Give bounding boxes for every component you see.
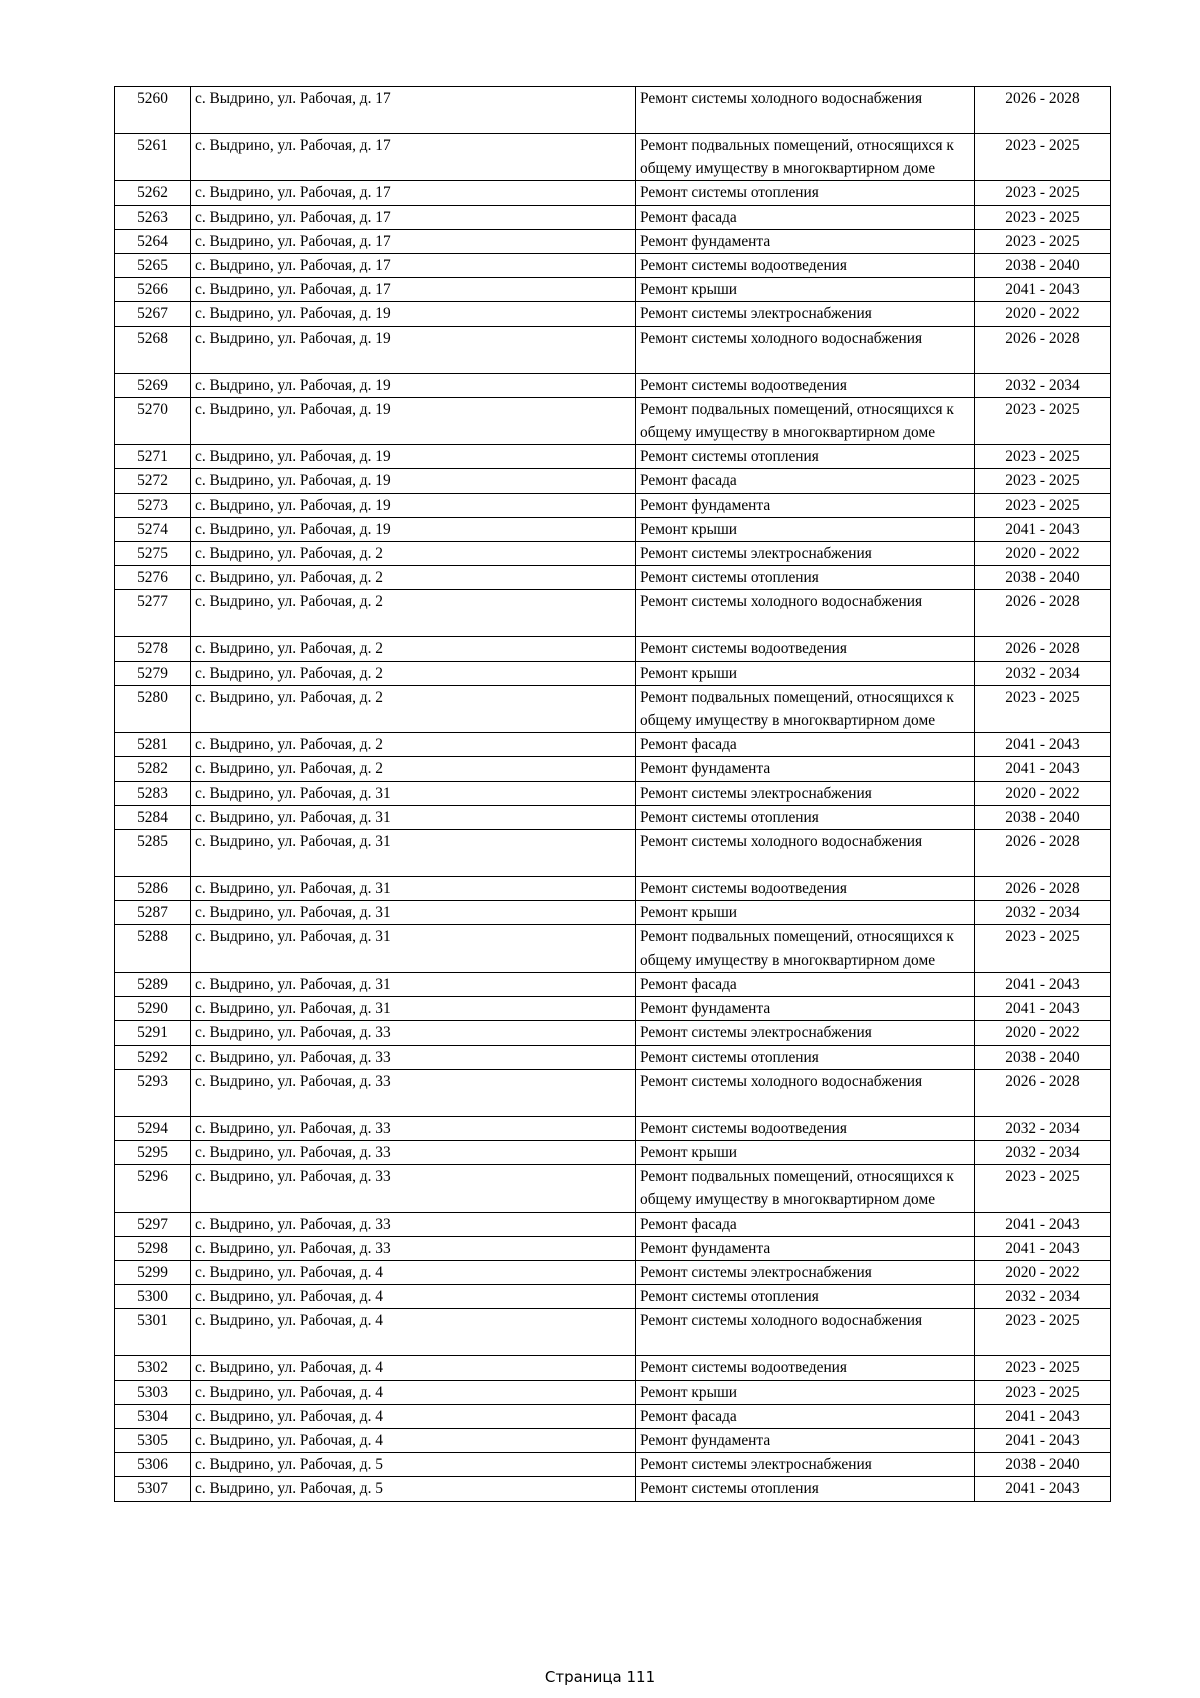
row-work-type: Ремонт подвальных помещений, относящихся к общему имуществу в многоквартирном доме — [636, 134, 975, 181]
table-row — [115, 1428, 1111, 1452]
row-work-type: Ремонт подвальных помещений, относящихся к общему имуществу в многоквартирном доме — [636, 685, 975, 732]
row-address: с. Выдрино, ул. Рабочая, д. 33 — [191, 1212, 636, 1236]
row-period: 2023 - 2025 — [975, 1309, 1111, 1356]
row-work-type: Ремонт системы отопления — [636, 181, 975, 205]
register-table — [114, 86, 1111, 1502]
row-period: 2038 - 2040 — [975, 566, 1111, 590]
table-row — [115, 972, 1111, 996]
row-period: 2032 - 2034 — [975, 373, 1111, 397]
row-address: с. Выдрино, ул. Рабочая, д. 31 — [191, 781, 636, 805]
table-row — [115, 87, 1111, 134]
row-address: с. Выдрино, ул. Рабочая, д. 2 — [191, 661, 636, 685]
row-work-type: Ремонт системы отопления — [636, 1045, 975, 1069]
row-number: 5282 — [115, 757, 191, 781]
table-row — [115, 566, 1111, 590]
table-row — [115, 877, 1111, 901]
row-period: 2041 - 2043 — [975, 997, 1111, 1021]
table-row — [115, 1477, 1111, 1501]
table-row — [115, 181, 1111, 205]
row-address: с. Выдрино, ул. Рабочая, д. 4 — [191, 1428, 636, 1452]
table-row — [115, 1116, 1111, 1140]
row-work-type: Ремонт фасада — [636, 205, 975, 229]
table-row — [115, 517, 1111, 541]
row-address: с. Выдрино, ул. Рабочая, д. 17 — [191, 87, 636, 134]
row-period: 2023 - 2025 — [975, 397, 1111, 444]
table-row — [115, 1212, 1111, 1236]
register-table-body — [115, 87, 1111, 1502]
table-row — [115, 1069, 1111, 1116]
row-period: 2023 - 2025 — [975, 469, 1111, 493]
row-work-type: Ремонт фасада — [636, 733, 975, 757]
row-period: 2023 - 2025 — [975, 134, 1111, 181]
row-work-type: Ремонт крыши — [636, 901, 975, 925]
row-address: с. Выдрино, ул. Рабочая, д. 19 — [191, 517, 636, 541]
row-work-type: Ремонт крыши — [636, 1140, 975, 1164]
row-address: с. Выдрино, ул. Рабочая, д. 31 — [191, 972, 636, 996]
table-row — [115, 925, 1111, 972]
row-address: с. Выдрино, ул. Рабочая, д. 33 — [191, 1165, 636, 1212]
row-work-type: Ремонт системы отопления — [636, 1285, 975, 1309]
row-address: с. Выдрино, ул. Рабочая, д. 31 — [191, 805, 636, 829]
row-period: 2026 - 2028 — [975, 877, 1111, 901]
row-work-type: Ремонт подвальных помещений, относящихся к общему имуществу в многоквартирном доме — [636, 1165, 975, 1212]
row-work-type: Ремонт фундамента — [636, 229, 975, 253]
row-number: 5288 — [115, 925, 191, 972]
table-row — [115, 205, 1111, 229]
row-work-type: Ремонт фасада — [636, 469, 975, 493]
row-work-type: Ремонт системы холодного водоснабжения — [636, 830, 975, 877]
row-work-type: Ремонт системы водоотведения — [636, 637, 975, 661]
row-period: 2032 - 2034 — [975, 661, 1111, 685]
row-period: 2020 - 2022 — [975, 1021, 1111, 1045]
row-number: 5284 — [115, 805, 191, 829]
row-number: 5299 — [115, 1260, 191, 1284]
row-period: 2041 - 2043 — [975, 1212, 1111, 1236]
table-row — [115, 134, 1111, 181]
table-row — [115, 542, 1111, 566]
row-address: с. Выдрино, ул. Рабочая, д. 33 — [191, 1140, 636, 1164]
row-period: 2026 - 2028 — [975, 830, 1111, 877]
row-number: 5305 — [115, 1428, 191, 1452]
row-number: 5278 — [115, 637, 191, 661]
row-period: 2041 - 2043 — [975, 972, 1111, 996]
table-row — [115, 1045, 1111, 1069]
row-address: с. Выдрино, ул. Рабочая, д. 31 — [191, 877, 636, 901]
row-address: с. Выдрино, ул. Рабочая, д. 17 — [191, 205, 636, 229]
row-work-type: Ремонт фундамента — [636, 997, 975, 1021]
row-number: 5295 — [115, 1140, 191, 1164]
row-address: с. Выдрино, ул. Рабочая, д. 4 — [191, 1260, 636, 1284]
row-work-type: Ремонт системы холодного водоснабжения — [636, 326, 975, 373]
row-period: 2023 - 2025 — [975, 181, 1111, 205]
row-period: 2020 - 2022 — [975, 302, 1111, 326]
table-row — [115, 445, 1111, 469]
row-address: с. Выдрино, ул. Рабочая, д. 17 — [191, 229, 636, 253]
row-work-type: Ремонт системы отопления — [636, 445, 975, 469]
table-row — [115, 637, 1111, 661]
row-address: с. Выдрино, ул. Рабочая, д. 19 — [191, 445, 636, 469]
row-number: 5285 — [115, 830, 191, 877]
row-period: 2020 - 2022 — [975, 1260, 1111, 1284]
row-period: 2023 - 2025 — [975, 1165, 1111, 1212]
row-number: 5283 — [115, 781, 191, 805]
row-work-type: Ремонт системы водоотведения — [636, 877, 975, 901]
row-address: с. Выдрино, ул. Рабочая, д. 31 — [191, 830, 636, 877]
row-number: 5306 — [115, 1453, 191, 1477]
row-number: 5303 — [115, 1380, 191, 1404]
table-row — [115, 733, 1111, 757]
row-address: с. Выдрино, ул. Рабочая, д. 33 — [191, 1045, 636, 1069]
table-row — [115, 685, 1111, 732]
table-row — [115, 1140, 1111, 1164]
row-number: 5291 — [115, 1021, 191, 1045]
row-address: с. Выдрино, ул. Рабочая, д. 4 — [191, 1356, 636, 1380]
row-period: 2026 - 2028 — [975, 1069, 1111, 1116]
table-row — [115, 397, 1111, 444]
row-period: 2041 - 2043 — [975, 1404, 1111, 1428]
table-row — [115, 1309, 1111, 1356]
row-work-type: Ремонт системы электроснабжения — [636, 781, 975, 805]
row-period: 2041 - 2043 — [975, 1428, 1111, 1452]
row-work-type: Ремонт системы отопления — [636, 566, 975, 590]
row-work-type: Ремонт фасада — [636, 1404, 975, 1428]
row-work-type: Ремонт системы электроснабжения — [636, 1453, 975, 1477]
row-period: 2020 - 2022 — [975, 542, 1111, 566]
row-number: 5287 — [115, 901, 191, 925]
row-number: 5276 — [115, 566, 191, 590]
row-work-type: Ремонт системы отопления — [636, 805, 975, 829]
row-address: с. Выдрино, ул. Рабочая, д. 2 — [191, 685, 636, 732]
row-address: с. Выдрино, ул. Рабочая, д. 2 — [191, 542, 636, 566]
row-work-type: Ремонт системы водоотведения — [636, 1356, 975, 1380]
table-row — [115, 997, 1111, 1021]
row-address: с. Выдрино, ул. Рабочая, д. 17 — [191, 278, 636, 302]
table-row — [115, 326, 1111, 373]
row-work-type: Ремонт фундамента — [636, 1428, 975, 1452]
row-address: с. Выдрино, ул. Рабочая, д. 17 — [191, 134, 636, 181]
row-address: с. Выдрино, ул. Рабочая, д. 17 — [191, 254, 636, 278]
row-work-type: Ремонт фундамента — [636, 493, 975, 517]
row-address: с. Выдрино, ул. Рабочая, д. 2 — [191, 733, 636, 757]
table-row — [115, 1356, 1111, 1380]
row-work-type: Ремонт крыши — [636, 517, 975, 541]
row-number: 5270 — [115, 397, 191, 444]
table-row — [115, 1236, 1111, 1260]
table-row — [115, 1380, 1111, 1404]
row-work-type: Ремонт подвальных помещений, относящихся к общему имуществу в многоквартирном доме — [636, 397, 975, 444]
row-number: 5279 — [115, 661, 191, 685]
row-period: 2023 - 2025 — [975, 445, 1111, 469]
table-row — [115, 590, 1111, 637]
row-number: 5273 — [115, 493, 191, 517]
row-address: с. Выдрино, ул. Рабочая, д. 17 — [191, 181, 636, 205]
table-row — [115, 805, 1111, 829]
row-address: с. Выдрино, ул. Рабочая, д. 19 — [191, 326, 636, 373]
row-period: 2023 - 2025 — [975, 493, 1111, 517]
row-address: с. Выдрино, ул. Рабочая, д. 33 — [191, 1021, 636, 1045]
row-number: 5265 — [115, 254, 191, 278]
table-row — [115, 1165, 1111, 1212]
row-work-type: Ремонт фундамента — [636, 1236, 975, 1260]
row-period: 2032 - 2034 — [975, 901, 1111, 925]
row-period: 2041 - 2043 — [975, 757, 1111, 781]
row-address: с. Выдрино, ул. Рабочая, д. 4 — [191, 1285, 636, 1309]
table-row — [115, 254, 1111, 278]
row-number: 5301 — [115, 1309, 191, 1356]
row-number: 5274 — [115, 517, 191, 541]
row-address: с. Выдрино, ул. Рабочая, д. 19 — [191, 469, 636, 493]
row-period: 2041 - 2043 — [975, 517, 1111, 541]
row-period: 2023 - 2025 — [975, 229, 1111, 253]
row-address: с. Выдрино, ул. Рабочая, д. 4 — [191, 1380, 636, 1404]
row-number: 5269 — [115, 373, 191, 397]
row-work-type: Ремонт системы электроснабжения — [636, 302, 975, 326]
row-period: 2026 - 2028 — [975, 590, 1111, 637]
row-number: 5268 — [115, 326, 191, 373]
row-address: с. Выдрино, ул. Рабочая, д. 4 — [191, 1404, 636, 1428]
row-number: 5294 — [115, 1116, 191, 1140]
row-address: с. Выдрино, ул. Рабочая, д. 2 — [191, 590, 636, 637]
row-address: с. Выдрино, ул. Рабочая, д. 19 — [191, 373, 636, 397]
row-address: с. Выдрино, ул. Рабочая, д. 19 — [191, 302, 636, 326]
row-number: 5307 — [115, 1477, 191, 1501]
table-row — [115, 830, 1111, 877]
table-row — [115, 901, 1111, 925]
row-number: 5300 — [115, 1285, 191, 1309]
row-period: 2041 - 2043 — [975, 278, 1111, 302]
row-period: 2023 - 2025 — [975, 1356, 1111, 1380]
table-row — [115, 469, 1111, 493]
row-work-type: Ремонт системы электроснабжения — [636, 542, 975, 566]
row-number: 5264 — [115, 229, 191, 253]
row-work-type: Ремонт системы холодного водоснабжения — [636, 1309, 975, 1356]
row-number: 5298 — [115, 1236, 191, 1260]
row-work-type: Ремонт системы водоотведения — [636, 373, 975, 397]
row-work-type: Ремонт системы водоотведения — [636, 254, 975, 278]
row-work-type: Ремонт системы холодного водоснабжения — [636, 1069, 975, 1116]
row-number: 5280 — [115, 685, 191, 732]
row-number: 5290 — [115, 997, 191, 1021]
table-row — [115, 493, 1111, 517]
row-work-type: Ремонт системы отопления — [636, 1477, 975, 1501]
row-period: 2023 - 2025 — [975, 685, 1111, 732]
row-period: 2038 - 2040 — [975, 1045, 1111, 1069]
row-period: 2020 - 2022 — [975, 781, 1111, 805]
table-row — [115, 302, 1111, 326]
page-number: Страница 111 — [544, 1668, 656, 1686]
row-number: 5261 — [115, 134, 191, 181]
row-period: 2026 - 2028 — [975, 637, 1111, 661]
row-work-type: Ремонт системы электроснабжения — [636, 1021, 975, 1045]
row-period: 2023 - 2025 — [975, 1380, 1111, 1404]
row-work-type: Ремонт крыши — [636, 278, 975, 302]
table-row — [115, 757, 1111, 781]
row-period: 2038 - 2040 — [975, 1453, 1111, 1477]
row-number: 5292 — [115, 1045, 191, 1069]
row-number: 5266 — [115, 278, 191, 302]
table-row — [115, 1453, 1111, 1477]
row-number: 5296 — [115, 1165, 191, 1212]
table-row — [115, 781, 1111, 805]
row-number: 5277 — [115, 590, 191, 637]
row-period: 2041 - 2043 — [975, 1477, 1111, 1501]
row-period: 2032 - 2034 — [975, 1140, 1111, 1164]
row-address: с. Выдрино, ул. Рабочая, д. 33 — [191, 1236, 636, 1260]
row-number: 5302 — [115, 1356, 191, 1380]
row-address: с. Выдрино, ул. Рабочая, д. 2 — [191, 566, 636, 590]
row-number: 5293 — [115, 1069, 191, 1116]
row-address: с. Выдрино, ул. Рабочая, д. 33 — [191, 1069, 636, 1116]
row-work-type: Ремонт подвальных помещений, относящихся к общему имуществу в многоквартирном доме — [636, 925, 975, 972]
row-number: 5289 — [115, 972, 191, 996]
table-row — [115, 1285, 1111, 1309]
row-period: 2026 - 2028 — [975, 326, 1111, 373]
table-row — [115, 661, 1111, 685]
row-work-type: Ремонт фундамента — [636, 757, 975, 781]
row-work-type: Ремонт фасада — [636, 972, 975, 996]
row-number: 5304 — [115, 1404, 191, 1428]
row-address: с. Выдрино, ул. Рабочая, д. 2 — [191, 637, 636, 661]
row-address: с. Выдрино, ул. Рабочая, д. 5 — [191, 1477, 636, 1501]
row-number: 5263 — [115, 205, 191, 229]
row-work-type: Ремонт системы холодного водоснабжения — [636, 590, 975, 637]
table-row — [115, 1021, 1111, 1045]
row-number: 5281 — [115, 733, 191, 757]
row-number: 5262 — [115, 181, 191, 205]
row-address: с. Выдрино, ул. Рабочая, д. 19 — [191, 397, 636, 444]
table-row — [115, 229, 1111, 253]
row-address: с. Выдрино, ул. Рабочая, д. 5 — [191, 1453, 636, 1477]
row-address: с. Выдрино, ул. Рабочая, д. 2 — [191, 757, 636, 781]
row-work-type: Ремонт крыши — [636, 1380, 975, 1404]
row-number: 5267 — [115, 302, 191, 326]
row-number: 5297 — [115, 1212, 191, 1236]
row-period: 2038 - 2040 — [975, 805, 1111, 829]
row-period: 2041 - 2043 — [975, 1236, 1111, 1260]
row-period: 2023 - 2025 — [975, 205, 1111, 229]
row-period: 2023 - 2025 — [975, 925, 1111, 972]
row-work-type: Ремонт системы водоотведения — [636, 1116, 975, 1140]
table-row — [115, 373, 1111, 397]
row-number: 5260 — [115, 87, 191, 134]
row-number: 5272 — [115, 469, 191, 493]
row-period: 2026 - 2028 — [975, 87, 1111, 134]
row-address: с. Выдрино, ул. Рабочая, д. 31 — [191, 925, 636, 972]
table-row — [115, 278, 1111, 302]
table-row — [115, 1404, 1111, 1428]
row-address: с. Выдрино, ул. Рабочая, д. 33 — [191, 1116, 636, 1140]
row-address: с. Выдрино, ул. Рабочая, д. 31 — [191, 997, 636, 1021]
row-work-type: Ремонт крыши — [636, 661, 975, 685]
row-address: с. Выдрино, ул. Рабочая, д. 19 — [191, 493, 636, 517]
row-work-type: Ремонт системы электроснабжения — [636, 1260, 975, 1284]
row-period: 2032 - 2034 — [975, 1116, 1111, 1140]
table-row — [115, 1260, 1111, 1284]
row-period: 2032 - 2034 — [975, 1285, 1111, 1309]
row-address: с. Выдрино, ул. Рабочая, д. 4 — [191, 1309, 636, 1356]
row-address: с. Выдрино, ул. Рабочая, д. 31 — [191, 901, 636, 925]
row-number: 5271 — [115, 445, 191, 469]
row-period: 2038 - 2040 — [975, 254, 1111, 278]
row-period: 2041 - 2043 — [975, 733, 1111, 757]
row-work-type: Ремонт системы холодного водоснабжения — [636, 87, 975, 134]
row-work-type: Ремонт фасада — [636, 1212, 975, 1236]
row-number: 5275 — [115, 542, 191, 566]
row-number: 5286 — [115, 877, 191, 901]
